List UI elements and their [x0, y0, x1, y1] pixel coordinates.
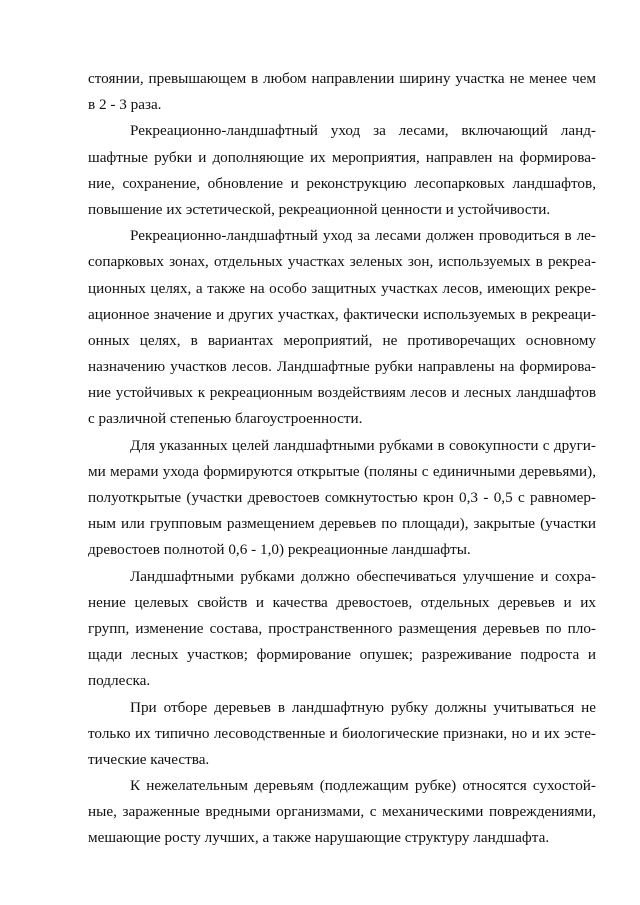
text-line: назначению участков лесов. Ландшафтные рубки направлены на формирова- [88, 358, 596, 376]
paragraph [88, 773, 596, 852]
document-page [88, 66, 596, 852]
text-line: с различной степенью благоустроенности. [88, 410, 363, 428]
text-line: Для указанных целей ландшафтными рубками в совокупности с други- [130, 436, 596, 454]
text-line: ние устойчивых к рекреационным воздействиям лесов и лесных ландшафтов [88, 384, 596, 402]
paragraph [88, 433, 596, 564]
text-line: древостоев полнотой 0,6 - 1,0) рекреационные ландшафты. [88, 541, 471, 559]
text-line: шафтные рубки и дополняющие их мероприятия, направлен на формирова- [88, 148, 596, 166]
text-line: К нежелательным деревьям (подлежащим рубке) относятся сухостой- [130, 777, 596, 795]
text-line: групп, изменение состава, пространственного размещения деревьев по пло- [88, 619, 596, 637]
text-line: нение целевых свойств и качества древостоев, отдельных деревьев и их [88, 593, 596, 611]
paragraph [88, 564, 596, 695]
text-line: ми мерами ухода формируются открытые (поляны с единичными деревьями), [88, 462, 596, 480]
text-line: Ландшафтными рубками должно обеспечиваться улучшение и сохра- [130, 567, 596, 585]
paragraph [88, 223, 596, 433]
text-line: ционных целях, а также на особо защитных участках лесов, имеющих рекре- [88, 279, 596, 297]
text-line: онных целях, в вариантах мероприятий, не противоречащих основному [88, 331, 596, 349]
paragraph [88, 118, 596, 223]
text-line: мешающие росту лучших, а также нарушающие структуру ландшафта. [88, 829, 550, 847]
paragraph [88, 695, 596, 774]
text-line: повышение их эстетической, рекреационной ценности и устойчивости. [88, 200, 551, 218]
text-line: тические качества. [88, 750, 210, 768]
text-line: только их типично лесоводственные и биологические признаки, но и их эсте- [88, 724, 596, 742]
text-line: ные, зараженные вредными организмами, с механическими повреждениями, [88, 803, 596, 821]
text-line: щади лесных участков; формирование опушек; разреживание подроста и [88, 646, 596, 664]
text-line: сопарковых зонах, отдельных участках зеленых зон, используемых в рекреа- [88, 253, 596, 271]
text-line: При отборе деревьев в ландшафтную рубку должны учитываться не [130, 698, 596, 716]
text-line: Рекреационно-ландшафтный уход за лесами должен проводиться в ле- [130, 227, 596, 245]
text-line: ние, сохранение, обновление и реконструкцию лесопарковых ландшафтов, [88, 174, 596, 192]
text-line: подлеска. [88, 672, 151, 690]
paragraph [88, 66, 596, 118]
text-line: ационное значение и других участках, фактически используемых в рекреаци- [88, 305, 596, 323]
text-line: стоянии, превышающем в любом направлении ширину участка не менее чем [88, 70, 596, 87]
text-line: ным или групповым размещением деревьев по площади), закрытые (участки [88, 515, 596, 533]
text-line: в 2 - 3 раза. [88, 96, 162, 114]
text-line: полуоткрытые (участки древостоев сомкнутостью крон 0,3 - 0,5 с равномер- [88, 489, 596, 506]
text-line: Рекреационно-ландшафтный уход за лесами, включающий ланд- [130, 122, 596, 140]
